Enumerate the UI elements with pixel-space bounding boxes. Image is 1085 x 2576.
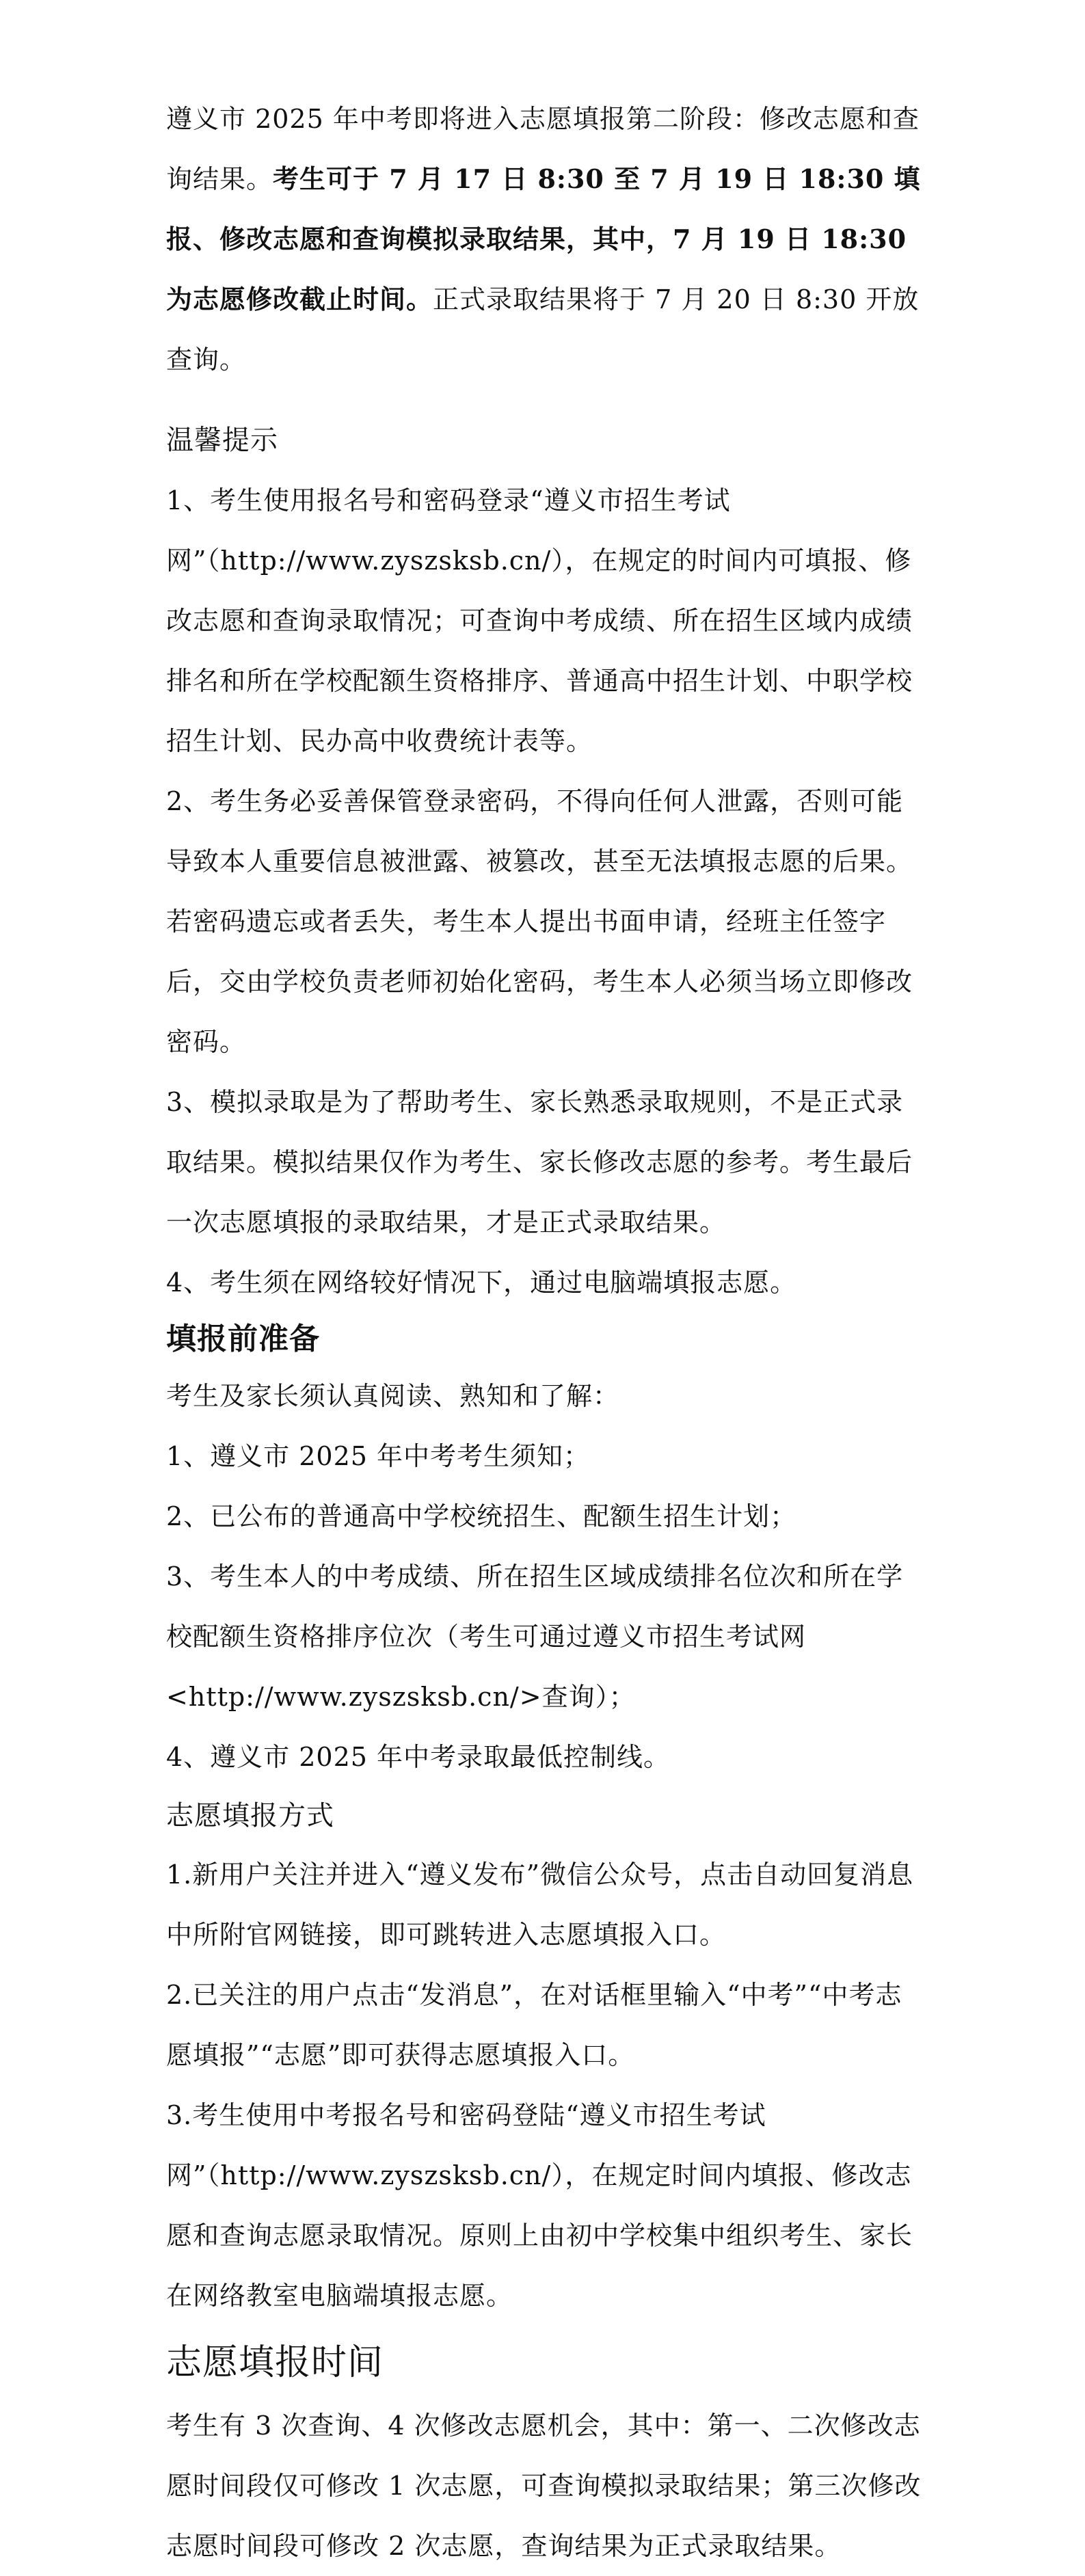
method-item-2: 2.已关注的用户点击“发消息”，在对话框里输入“中考”“中考志愿填报”“志愿”即可获得志愿填报入口。 — [166, 1980, 902, 2070]
intro-bold-text: 考生可于 7 月 17 日 8:30 至 7 月 19 日 18:30 填报、修改志愿和查询模拟录取结果，其中，7 月 19 日 18:30 为志愿修改截止时间。 — [166, 163, 921, 314]
timing-text: 考生有 3 次查询、4 次修改志愿机会，其中：第一、二次修改志愿时间段仅可修改 1 次志愿，可查询模拟录取结果；第三次修改志愿时间段可修改 2 次志愿，查询结果为正式录取结果。 — [166, 2411, 922, 2561]
prep-heading: 填报前准备 — [166, 1321, 320, 1356]
tip-item-4: 4、考生须在网络较好情况下，通过电脑端填报志愿。 — [166, 1267, 797, 1298]
prep-item-1: 1、遵义市 2025 年中考考生须知； — [166, 1441, 591, 1471]
prep-lead: 考生及家长须认真阅读、熟知和了解： — [166, 1381, 620, 1411]
intro-paragraph — [166, 89, 925, 390]
prep-item-2: 2、已公布的普通高中学校统招生、配额生招生计划； — [166, 1501, 797, 1531]
method-item-1: 1.新用户关注并进入“遵义发布”微信公众号，点击自动回复消息中所附官网链接，即可跳转进入志愿填报入口。 — [166, 1860, 914, 1950]
tip-item-3: 3、模拟录取是为了帮助考生、家长熟悉录取规则，不是正式录取结果。模拟结果仅作为考生、家长修改志愿的参考。考生最后一次志愿填报的录取结果，才是正式录取结果。 — [166, 1087, 913, 1237]
method-item-3: 3.考生使用中考报名号和密码登陆“遵义市招生考试网”（http://www.zyszsksb.cn/），在规定时间内填报、修改志愿和查询志愿录取情况。原则上由初中学校集中组织考生、家长在网络教室电脑端填报志愿。 — [166, 2100, 913, 2311]
intro-tail-text: 正式录取结果将于 7 月 20 日 8:30 开放查询。 — [166, 284, 920, 375]
prep-item-3: 3、考生本人的中考成绩、所在招生区域成绩排名位次和所在学校配额生资格排序位次（考生可通过遵义市招生考试网<http://www.zyszsksb.cn/>查询）； — [166, 1561, 904, 1712]
article-body — [166, 89, 925, 2576]
intro-text: 遵义市 2025 年中考即将进入志愿填报第二阶段：修改志愿和查询结果。 — [166, 104, 920, 194]
tips-heading: 温馨提示 — [166, 425, 278, 456]
tip-item-2: 2、考生务必妥善保管登录密码，不得向任何人泄露，否则可能导致本人重要信息被泄露、被篡改，甚至无法填报志愿的后果。若密码遗忘或者丢失，考生本人提出书面申请，经班主任签字后，交由学校负责老师初始化密码，考生本人必须当场立即修改密码。 — [166, 786, 913, 1057]
tip-item-1: 1、考生使用报名号和密码登录“遵义市招生考试网”（http://www.zyszsksb.cn/），在规定的时间内可填报、修改志愿和查询录取情况；可查询中考成绩、所在招生区域内成绩排名和所在学校配额生资格排序、普通高中招生计划、中职学校招生计划、民办高中收费统计表等。 — [166, 485, 913, 756]
methods-heading: 志愿填报方式 — [166, 1800, 334, 1832]
prep-item-4: 4、遵义市 2025 年中考录取最低控制线。 — [166, 1742, 671, 1772]
timing-heading: 志愿填报时间 — [166, 2342, 384, 2383]
